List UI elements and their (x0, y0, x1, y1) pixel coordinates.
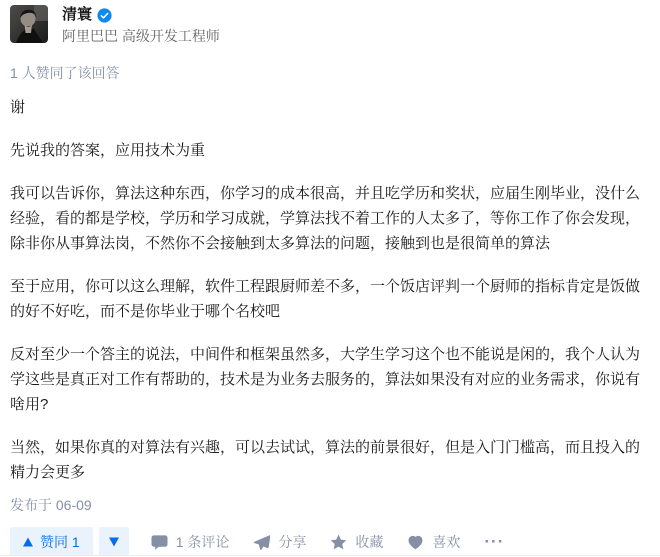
answer-body (10, 95, 650, 485)
heart-icon (407, 534, 424, 551)
avatar[interactable] (10, 5, 48, 43)
favorite-button[interactable] (330, 532, 383, 552)
author-header (10, 5, 650, 45)
upvote-label: 赞同 1 (40, 534, 80, 550)
answer-paragraph: 我可以告诉你，算法这种东西，你学习的成本很高，并且吃学历和奖状，应届生刚毕业，没什么经验，看的都是学校，学历和学习成就，学算法找不着工作的人太多了，等你工作了你会发现，除非你从事算法岗，不然你不会接触到太多算法的问题，接触到也是很简单的算法 (10, 185, 641, 252)
author-headline: 阿里巴巴 高级开发工程师 (62, 28, 220, 44)
ellipsis-icon: ··· (484, 532, 505, 551)
action-bar (10, 527, 650, 556)
author-info (62, 5, 220, 45)
author-name[interactable]: 清寰 (62, 6, 93, 23)
share-label: 分享 (278, 534, 307, 550)
comment-icon (151, 534, 168, 551)
star-icon (330, 534, 347, 551)
like-label: 喜欢 (432, 534, 461, 550)
favorite-label: 收藏 (355, 534, 384, 550)
upvote-summary: 1 人赞同了该回答 (10, 65, 120, 81)
answer-paragraph: 至于应用，你可以这么理解，软件工程跟厨师差不多，一个饭店评判一个厨师的指标肯定是饭做的好不好吃，而不是你毕业于哪个名校吧 (10, 278, 641, 320)
triangle-up-icon (23, 537, 33, 547)
publish-timestamp: 发布于 06-09 (10, 497, 92, 513)
like-button[interactable] (407, 532, 460, 552)
upvote-button[interactable] (10, 527, 93, 556)
downvote-button[interactable] (99, 527, 129, 556)
share-button[interactable] (253, 532, 306, 552)
comment-button[interactable] (151, 532, 230, 552)
triangle-down-icon (109, 537, 119, 547)
answer-paragraph: 先说我的答案，应用技术为重 (10, 142, 206, 159)
answer-paragraph: 当然，如果你真的对算法有兴趣，可以去试试，算法的前景很好，但是入门门槛高，而且投入的精力会更多 (10, 439, 641, 481)
comment-label: 1 条评论 (175, 534, 230, 550)
verified-badge-icon (97, 8, 112, 23)
avatar-photo (10, 5, 48, 43)
answer-paragraph: 谢 (10, 99, 26, 116)
share-icon (253, 534, 270, 551)
more-button[interactable] (484, 527, 504, 556)
answer-paragraph: 反对至少一个答主的说法，中间件和框架虽然多，大学生学习这个也不能说是闲的，我个人认为学这些是真正对工作有帮助的，技术是为业务去服务的，算法如果没有对应的业务需求，你说有啥用? (10, 346, 641, 413)
